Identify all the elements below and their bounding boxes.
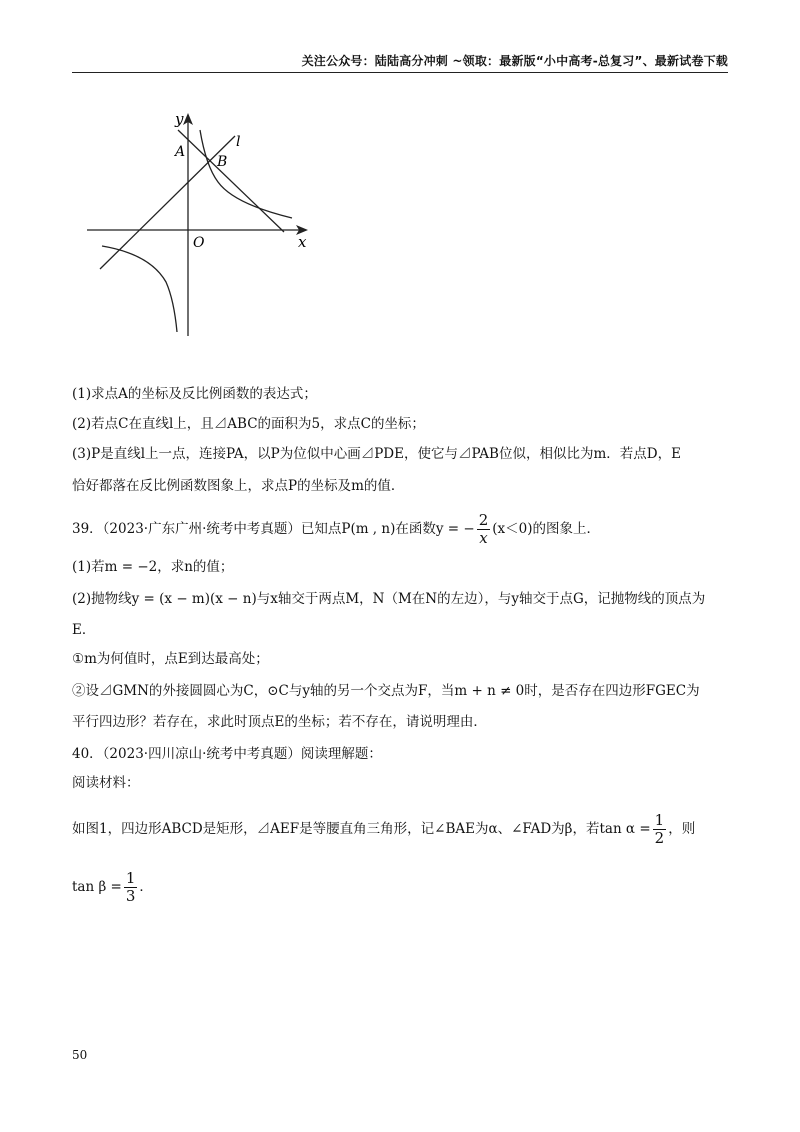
question-part-3: (3)P是直线l上一点，连接PA，以P为位似中心画⊿PDE，使它与⊿PAB位似，相似比为m．若点D，E	[72, 446, 681, 462]
problem-39-circle-2: ②设⊿GMN的外接圆圆心为C，⊙C与y轴的另一个交点为F，当m + n ≠ 0时，是否存在四边形FGEC为	[72, 683, 700, 699]
label-y: y	[175, 110, 184, 128]
fraction-1-over-3	[124, 870, 138, 905]
problem-39-text: 39．（2023·广东广州·统考中考真题）已知点P(m , n)在函数y = −	[72, 521, 475, 537]
reading-material-label: 阅读材料：	[72, 775, 140, 791]
page-header: 关注公众号：陆陆高分冲刺 ~领取：最新版“小中高考-总复习”、最新试卷下载	[301, 54, 728, 68]
fraction-denominator: x	[479, 529, 488, 547]
figure-1-text: 如图1，四边形ABCD是矩形，⊿AEF是等腰直角三角形，记∠BAE为α、∠FAD为β，若tan α =	[72, 821, 651, 837]
problem-39-intro	[72, 512, 600, 547]
problem-39-text-end: (x＜0)的图象上．	[492, 521, 600, 537]
question-part-2: (2)若点C在直线l上，且⊿ABC的面积为5，求点C的坐标；	[72, 416, 425, 432]
problem-39-circle-1: ①m为何值时，点E到达最高处；	[72, 651, 269, 667]
problem-40-intro: 40．（2023·四川凉山·统考中考真题）阅读理解题：	[72, 746, 382, 762]
label-a: A	[175, 144, 186, 160]
fraction-2-over-x	[477, 512, 491, 547]
problem-39-part-1: (1)若m = −2，求n的值；	[72, 559, 234, 575]
problem-39-circle-2-continued: 平行四边形？若存在，求此时顶点E的坐标；若不存在，请说明理由．	[72, 714, 487, 730]
hyperbola-branch-right	[200, 130, 292, 218]
problem-39-part-2: (2)抛物线y = (x − m)(x − n)与x轴交于两点M，N（M在N的左边），与y轴交于点G，记抛物线的顶点为	[72, 591, 706, 607]
question-part-3-continued: 恰好都落在反比例函数图象上，求点P的坐标及m的值．	[72, 478, 405, 494]
question-part-1: (1)求点A的坐标及反比例函数的表达式；	[72, 386, 317, 402]
problem-39-part-2-continued: E．	[72, 622, 96, 638]
figure-1-text-end: ，则	[668, 821, 696, 837]
tan-beta-result	[72, 870, 153, 905]
label-b: B	[217, 154, 228, 170]
page-number: 50	[72, 1048, 88, 1062]
fraction-numerator: 2	[478, 511, 489, 529]
function-graph-figure	[82, 104, 322, 344]
line-ab	[178, 130, 284, 232]
hyperbola-branch-left	[102, 246, 177, 332]
header-rule	[72, 72, 728, 73]
tan-beta-text-end: ．	[139, 879, 153, 895]
fraction-numerator: 1	[654, 811, 665, 829]
label-l: l	[236, 134, 241, 150]
fraction-denominator: 2	[654, 829, 665, 847]
fraction-denominator: 3	[125, 887, 136, 905]
fraction-1-over-2	[653, 812, 667, 847]
tan-beta-text: tan β =	[72, 879, 122, 895]
figure-1-description	[72, 812, 695, 847]
label-o: O	[193, 235, 205, 251]
fraction-numerator: 1	[125, 869, 136, 887]
label-x: x	[298, 233, 307, 251]
line-l	[100, 136, 235, 269]
